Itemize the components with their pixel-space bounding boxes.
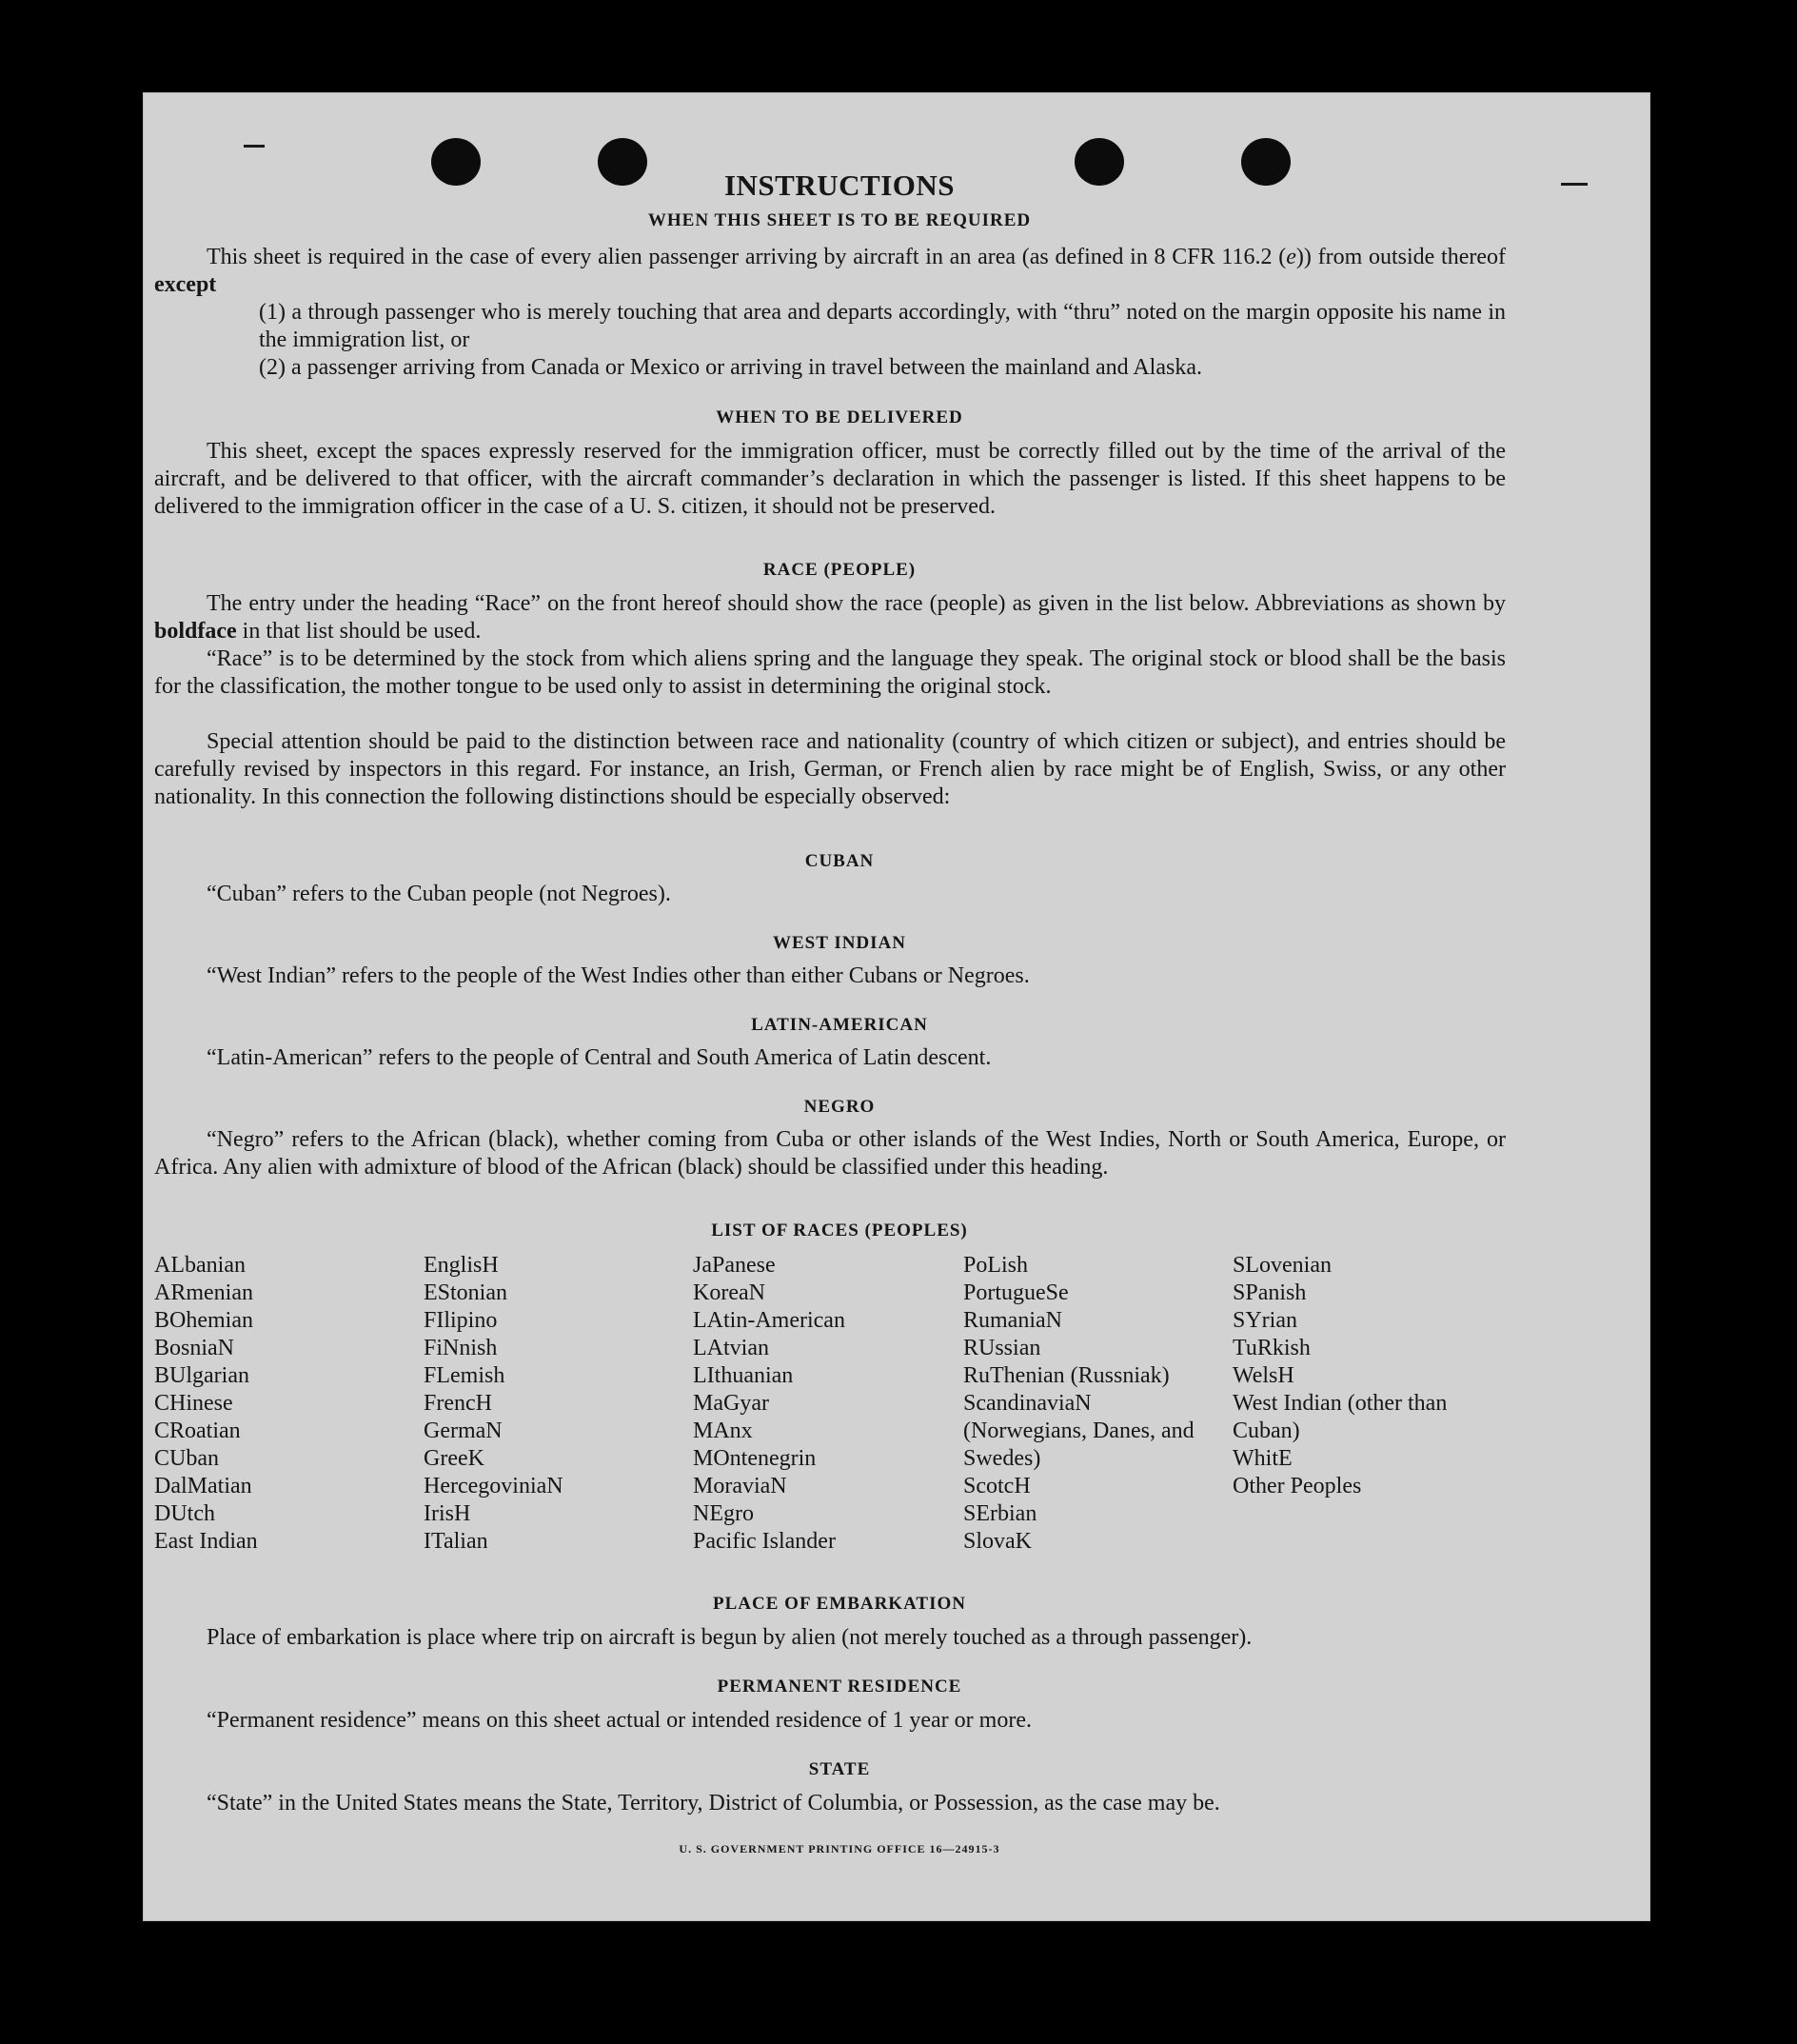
race-item: ITalian — [424, 1529, 488, 1554]
race-item: East Indian — [154, 1529, 258, 1554]
scan-mark — [244, 145, 265, 148]
race-item: LAtvian — [693, 1336, 769, 1360]
race-item: DalMatian — [154, 1474, 252, 1498]
race-item: FiNnish — [424, 1336, 498, 1360]
race-item: RumaniaN — [963, 1308, 1062, 1333]
race-item: SPanish — [1233, 1280, 1307, 1305]
race-item: SlovaK — [963, 1529, 1032, 1554]
race-item: FIlipino — [424, 1308, 498, 1333]
race-paragraph-3: Special attention should be paid to the distinction between race and nationality (country of which citizen or subject), and entries should be carefully revised by inspectors in this regard. For instance, an Irish, German, or French alien by race might be of English, Swiss, or any other nationality. In this connection the following distinctions should be especially observed: — [154, 729, 1506, 809]
race-item: KoreaN — [693, 1280, 765, 1305]
race-item: GreeK — [424, 1446, 484, 1471]
race-item: SLovenian — [1233, 1253, 1332, 1278]
race-item: CHinese — [154, 1391, 233, 1416]
residence-text: “Permanent residence” means on this sheet actual or intended residence of 1 year or more. — [207, 1708, 1032, 1733]
race-item: BUlgarian — [154, 1363, 249, 1388]
race-item: SErbian — [963, 1501, 1037, 1526]
scan-mark — [1561, 183, 1588, 186]
race-item: LIthuanian — [693, 1363, 794, 1388]
race-item: Other Peoples — [1233, 1474, 1362, 1498]
race-item: EnglisH — [424, 1253, 499, 1278]
race-item: MoraviaN — [693, 1474, 787, 1498]
race-item: MaGyar — [693, 1391, 769, 1416]
cuban-text: “Cuban” refers to the Cuban people (not Negroes). — [207, 882, 671, 906]
race-column-2 — [424, 1252, 681, 1556]
negro-text: “Negro” refers to the African (black), whether coming from Cuba or other islands of the West Indies, North or South America, Europe, or Africa. Any alien with admixture of blood of the African (black) should be classified under this heading. — [154, 1127, 1506, 1180]
race-item: MOntenegrin — [693, 1446, 817, 1471]
race-item: West Indian (other than Cuban) — [1233, 1391, 1448, 1443]
race-item: GermaN — [424, 1419, 503, 1443]
race-paragraph-2: “Race” is to be determined by the stock from which aliens spring and the language they speak. The original stock or blood shall be the basis for the classification, the mother tongue to be used only to assist in determining the original stock. — [154, 646, 1506, 699]
heading-when-required: WHEN THIS SHEET IS TO BE REQUIRED — [647, 210, 1032, 230]
race-item: ARmenian — [154, 1280, 253, 1305]
when-required-item-1: (1) a through passenger who is merely touching that area and departs accordingly, with “thru” noted on the margin opposite his name in the immigration list, or — [259, 300, 1506, 352]
latin-american-text: “Latin-American” refers to the people of Central and South America of Latin descent. — [207, 1045, 992, 1070]
race-item: WhitE — [1233, 1446, 1293, 1471]
printer-imprint: U. S. GOVERNMENT PRINTING OFFICE 16—24915-3 — [679, 1842, 1000, 1855]
race-item: BOhemian — [154, 1308, 253, 1333]
race-item: NEgro — [693, 1501, 754, 1526]
west-indian-text: “West Indian” refers to the people of the West Indies other than either Cubans or Negroes. — [207, 963, 1030, 988]
instruction-sheet — [143, 92, 1650, 1921]
race-item: MAnx — [693, 1419, 753, 1443]
race-item: RuThenian (Russniak) — [963, 1363, 1170, 1388]
heading-list-of-races: LIST OF RACES (PEOPLES) — [711, 1220, 968, 1240]
heading-state: STATE — [808, 1759, 871, 1779]
race-item: WelsH — [1233, 1363, 1294, 1388]
race-item: ALbanian — [154, 1253, 246, 1278]
race-item: LAtin-American — [693, 1308, 845, 1333]
race-item: JaPanese — [693, 1253, 776, 1278]
state-text: “State” in the United States means the State, Territory, District of Columbia, or Possession, as the case may be. — [207, 1791, 1220, 1816]
race-item: PoLish — [963, 1253, 1029, 1278]
race-column-5 — [1233, 1252, 1499, 1500]
heading-when-delivered: WHEN TO BE DELIVERED — [716, 407, 963, 427]
race-item: CUban — [154, 1446, 219, 1471]
heading-west-indian: WEST INDIAN — [773, 933, 906, 953]
race-item: RUssian — [963, 1336, 1041, 1360]
race-item: CRoatian — [154, 1419, 241, 1443]
race-column-4 — [963, 1252, 1220, 1556]
heading-permanent-residence: PERMANENT RESIDENCE — [717, 1677, 962, 1697]
page-title: INSTRUCTIONS — [723, 169, 955, 202]
embarkation-text: Place of embarkation is place where trip on aircraft is begun by alien (not merely touched as a through passenger). — [207, 1625, 1253, 1650]
race-item: HercegoviniaN — [424, 1474, 563, 1498]
heading-latin-american: LATIN-AMERICAN — [751, 1015, 928, 1035]
race-item: EStonian — [424, 1280, 507, 1305]
race-column-3 — [693, 1252, 950, 1556]
race-column-1 — [154, 1252, 411, 1556]
race-item: BosniaN — [154, 1336, 234, 1360]
heading-embarkation: PLACE OF EMBARKATION — [713, 1594, 966, 1614]
race-item: SYrian — [1233, 1308, 1297, 1333]
heading-race: RACE (PEOPLE) — [762, 560, 917, 580]
heading-negro: NEGRO — [803, 1097, 876, 1117]
race-item: PortugueSe — [963, 1280, 1069, 1305]
race-paragraph-1: The entry under the heading “Race” on the front hereof should show the race (people) as given in the list below. Abbreviations as shown by boldface in that list should be used. — [154, 591, 1506, 644]
when-required-item-2: (2) a passenger arriving from Canada or Mexico or arriving in travel between the mainland and Alaska. — [259, 355, 1202, 380]
when-required-intro: This sheet is required in the case of every alien passenger arriving by aircraft in an area (as defined in 8 CFR 116.2 (e)) from outside thereof except — [154, 245, 1506, 297]
race-item: FrencH — [424, 1391, 492, 1416]
race-item: ScotcH — [963, 1474, 1031, 1498]
race-item: ScandinaviaN (Norwegians, Danes, and Swedes) — [963, 1391, 1195, 1471]
race-item: FLemish — [424, 1363, 505, 1388]
race-item: IrisH — [424, 1501, 471, 1526]
race-item: TuRkish — [1233, 1336, 1311, 1360]
race-item: DUtch — [154, 1501, 215, 1526]
when-delivered-text: This sheet, except the spaces expressly reserved for the immigration officer, must be correctly filled out by the time of the arrival of the aircraft, and be delivered to that officer, with the aircraft commander’s declaration in which the passenger is listed. If this sheet happens to be delivered to the immigration officer in the case of a U. S. citizen, it should not be preserved. — [154, 439, 1506, 519]
race-item: Pacific Islander — [693, 1529, 836, 1554]
heading-cuban: CUBAN — [804, 851, 875, 871]
